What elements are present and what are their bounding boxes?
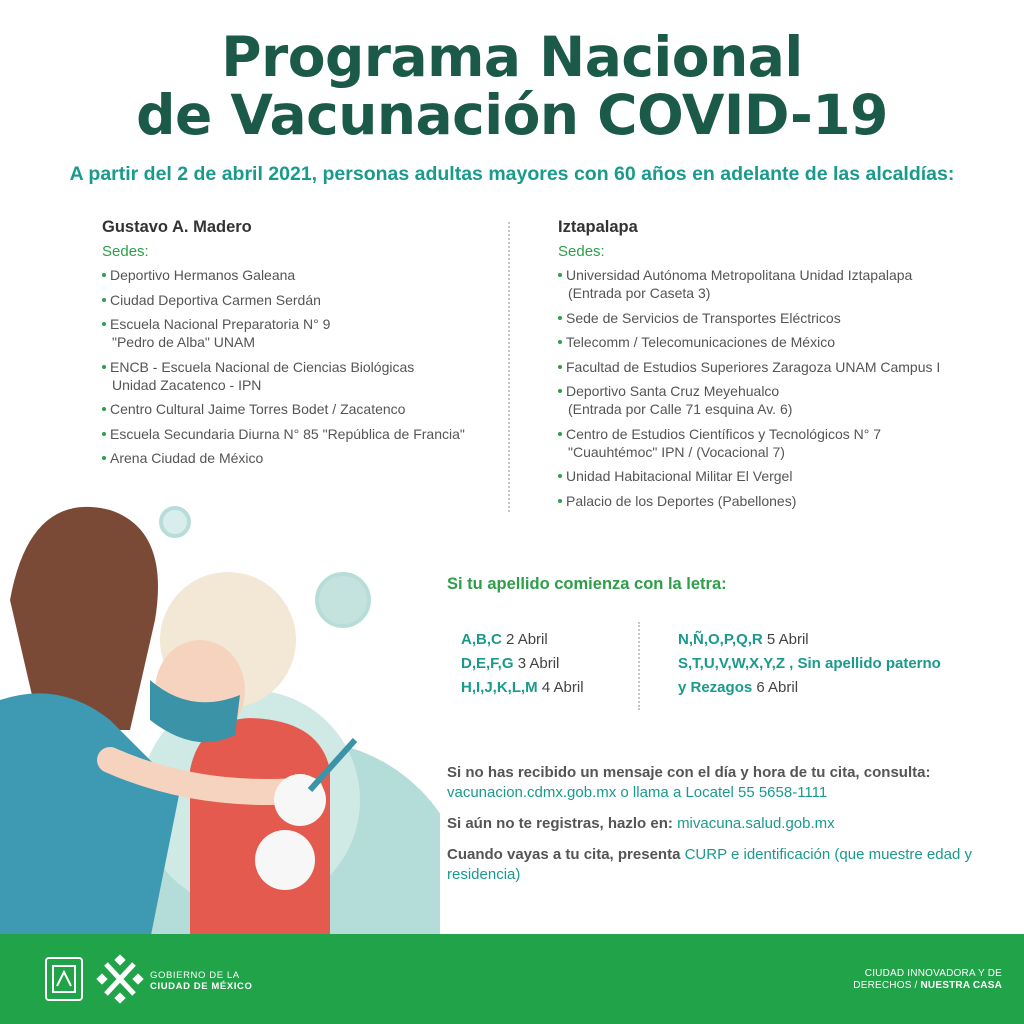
schedule-row: A,B,C 2 Abril [461, 631, 548, 648]
right-column [558, 218, 998, 516]
gov-logo-text: GOBIERNO DE LA CIUDAD DE MÉXICO [150, 970, 253, 992]
title-line-1: Programa Nacional [221, 25, 803, 89]
list-item: Ciudad Deportiva Carmen Serdán [102, 291, 482, 309]
list-item: Facultad de Estudios Superiores Zaragoza UNAM Campus I [558, 358, 998, 376]
locatel-link[interactable]: vacunacion.cdmx.gob.mx o llama a Locatel 55 5658-1111 [447, 784, 828, 801]
schedule-title: Si tu apellido comienza con la letra: [447, 575, 727, 593]
left-column [102, 218, 482, 474]
list-item: Palacio de los Deportes (Pabellones) [558, 492, 998, 510]
list-item: Centro Cultural Jaime Torres Bodet / Zacatenco [102, 400, 482, 418]
schedule-row: H,I,J,K,L,M 4 Abril [461, 679, 584, 696]
title-line-2: de Vacunación COVID-19 [136, 83, 888, 147]
schedule-row: y Rezagos 6 Abril [678, 679, 799, 696]
list-item: Deportivo Hermanos Galeana [102, 266, 482, 284]
sedes-label: Sedes: [558, 243, 605, 260]
subtitle: A partir del 2 de abril 2021, personas adultas mayores con 60 años en adelante de las alcaldías: [69, 163, 955, 185]
sedes-label: Sedes: [102, 243, 149, 260]
schedule-row: D,E,F,G 3 Abril [461, 655, 560, 672]
list-item: Centro de Estudios Científicos y Tecnológicos N° 7 "Cuauhtémoc" IPN / (Vocacional 7) [558, 425, 998, 461]
list-item: Telecomm / Telecomunicaciones de México [558, 333, 998, 351]
list-item: Deportivo Santa Cruz Meyehualco (Entrada por Calle 71 esquina Av. 6) [558, 382, 998, 418]
list-item: Sede de Servicios de Transportes Eléctricos [558, 309, 998, 327]
alcaldia-iztapalapa-title: Iztapalapa [558, 218, 638, 236]
slogan: CIUDAD INNOVADORA Y DE DERECHOS / NUESTRA CASA [853, 968, 1002, 991]
list-item: Universidad Autónoma Metropolitana Unidad Iztapalapa (Entrada por Caseta 3) [558, 266, 998, 302]
list-item: Escuela Nacional Preparatoria N° 9 "Pedro de Alba" UNAM [102, 315, 482, 351]
list-item: Arena Ciudad de México [102, 449, 482, 467]
alcaldia-gam-title: Gustavo A. Madero [102, 218, 252, 236]
sedes-list [558, 266, 998, 510]
schedule-divider [638, 622, 640, 710]
footer [0, 934, 1024, 1024]
info-requirements: Cuando vayas a tu cita, presenta CURP e identificación (que muestre edad y residencia) [447, 846, 972, 883]
mivacuna-link[interactable]: mivacuna.salud.gob.mx [677, 815, 835, 832]
info-message: Si no has recibido un mensaje con el día y hora de tu cita, consulta: vacunacion.cdmx.gob.mx o llama a Locatel 55 5658-1111 [447, 764, 931, 801]
vaccination-illustration [0, 470, 440, 940]
schedule-column-1 [461, 628, 584, 700]
schedule-row: S,T,U,V,W,X,Y,Z , Sin apellido paterno [678, 655, 941, 672]
coat-of-arms-icon [44, 956, 84, 1002]
column-divider [508, 222, 510, 512]
list-item: ENCB - Escuela Nacional de Ciencias Biológicas Unidad Zacatenco - IPN [102, 358, 482, 394]
info-register: Si aún no te registras, hazlo en: mivacuna.salud.gob.mx [447, 815, 835, 832]
cdmx-logo-icon [96, 954, 144, 1004]
list-item: Unidad Habitacional Militar El Vergel [558, 467, 998, 485]
page-title [0, 25, 1024, 147]
list-item: Escuela Secundaria Diurna N° 85 "República de Francia" [102, 425, 482, 443]
schedule-row: N,Ñ,O,P,Q,R 5 Abril [678, 631, 809, 648]
sedes-list [102, 266, 482, 467]
schedule-column-2 [678, 628, 978, 700]
